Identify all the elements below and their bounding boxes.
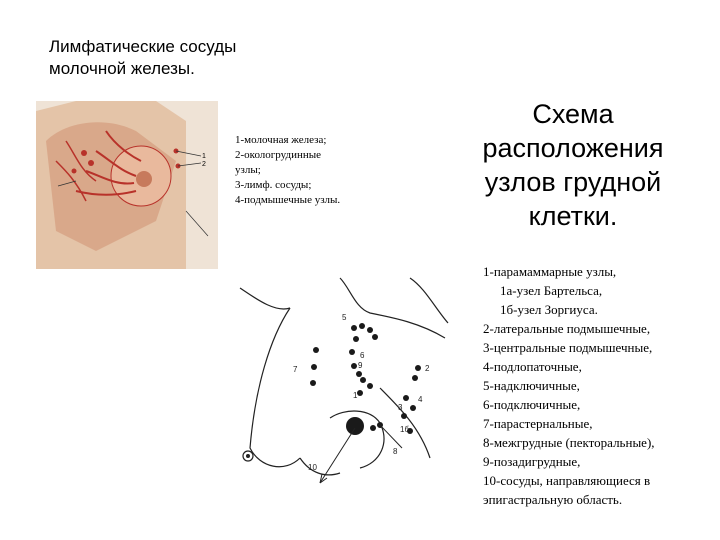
node: [310, 380, 316, 386]
node: [353, 336, 359, 342]
node-list: [483, 262, 655, 509]
node-large: [346, 417, 364, 435]
label-3: 3: [398, 403, 403, 412]
label-5: 5: [342, 313, 347, 322]
list-item: 6-подключичные,: [483, 397, 581, 412]
label-1b: 1б: [400, 425, 410, 434]
heading-line4: клетки.: [528, 201, 618, 231]
node: [311, 364, 317, 370]
legend-item: 3-лимф. сосуды;: [235, 179, 312, 191]
legend-item: 4-подмышечные узлы.: [235, 194, 341, 206]
heading-line3: узлов грудной: [484, 167, 662, 197]
callout-1: 1: [202, 153, 206, 160]
list-item: 1-парамаммарные узлы,: [483, 264, 617, 279]
legend-item: 2-окологрудинные: [235, 149, 321, 161]
heading-line2: расположения: [482, 133, 664, 163]
label-2: 2: [425, 364, 430, 373]
node: [367, 383, 373, 389]
label-10: 10: [308, 463, 317, 472]
list-item: 5-надключичные,: [483, 378, 580, 393]
list-item: 10-сосуды, направляющиеся в: [483, 473, 651, 488]
title-left-line1: Лимфатические сосуды: [49, 37, 237, 56]
node: [359, 323, 365, 329]
node: [357, 390, 363, 396]
label-6: 6: [360, 351, 365, 360]
node: [367, 327, 373, 333]
label-9: 9: [358, 361, 363, 370]
node: [360, 377, 366, 383]
list-item: 8-межгрудные (пекторальные),: [483, 435, 655, 450]
list-item: 3-центральные подмышечные,: [483, 340, 653, 355]
label-4: 4: [418, 395, 423, 404]
node: [356, 371, 362, 377]
list-item: 7-парастернальные,: [483, 416, 593, 431]
anatomy-legend: [235, 133, 340, 208]
breast-lymph-illustration: [36, 101, 218, 269]
callout-2: 2: [202, 161, 206, 168]
legend-item: 1-молочная железа;: [235, 134, 327, 146]
list-item: 4-подлопаточные,: [483, 359, 582, 374]
list-item: 1б-узел Зоргиуса.: [500, 302, 598, 317]
list-item: 2-латеральные подмышечные,: [483, 321, 651, 336]
page-title-left: [49, 36, 236, 80]
list-item: 1а-узел Бартельса,: [500, 283, 603, 298]
node: [410, 405, 416, 411]
node: [415, 365, 421, 371]
node: [372, 334, 378, 340]
title-left-line2: молочной железы.: [49, 59, 195, 78]
node: [349, 349, 355, 355]
label-8: 8: [393, 447, 398, 456]
chest-nodes-diagram: [230, 268, 450, 488]
label-7: 7: [293, 365, 298, 374]
heading-line1: Схема: [532, 99, 614, 129]
node: [313, 347, 319, 353]
node: [412, 375, 418, 381]
node: [351, 325, 357, 331]
lymph-nodes: [310, 323, 421, 435]
node: [401, 413, 407, 419]
node: [403, 395, 409, 401]
list-item: эпигастральную область.: [483, 492, 623, 507]
schema-heading: [466, 97, 680, 233]
node: [370, 425, 376, 431]
list-item: 9-позадигрудные,: [483, 454, 581, 469]
legend-item: узлы;: [235, 164, 261, 176]
node: [351, 363, 357, 369]
label-1: 1: [353, 391, 358, 400]
